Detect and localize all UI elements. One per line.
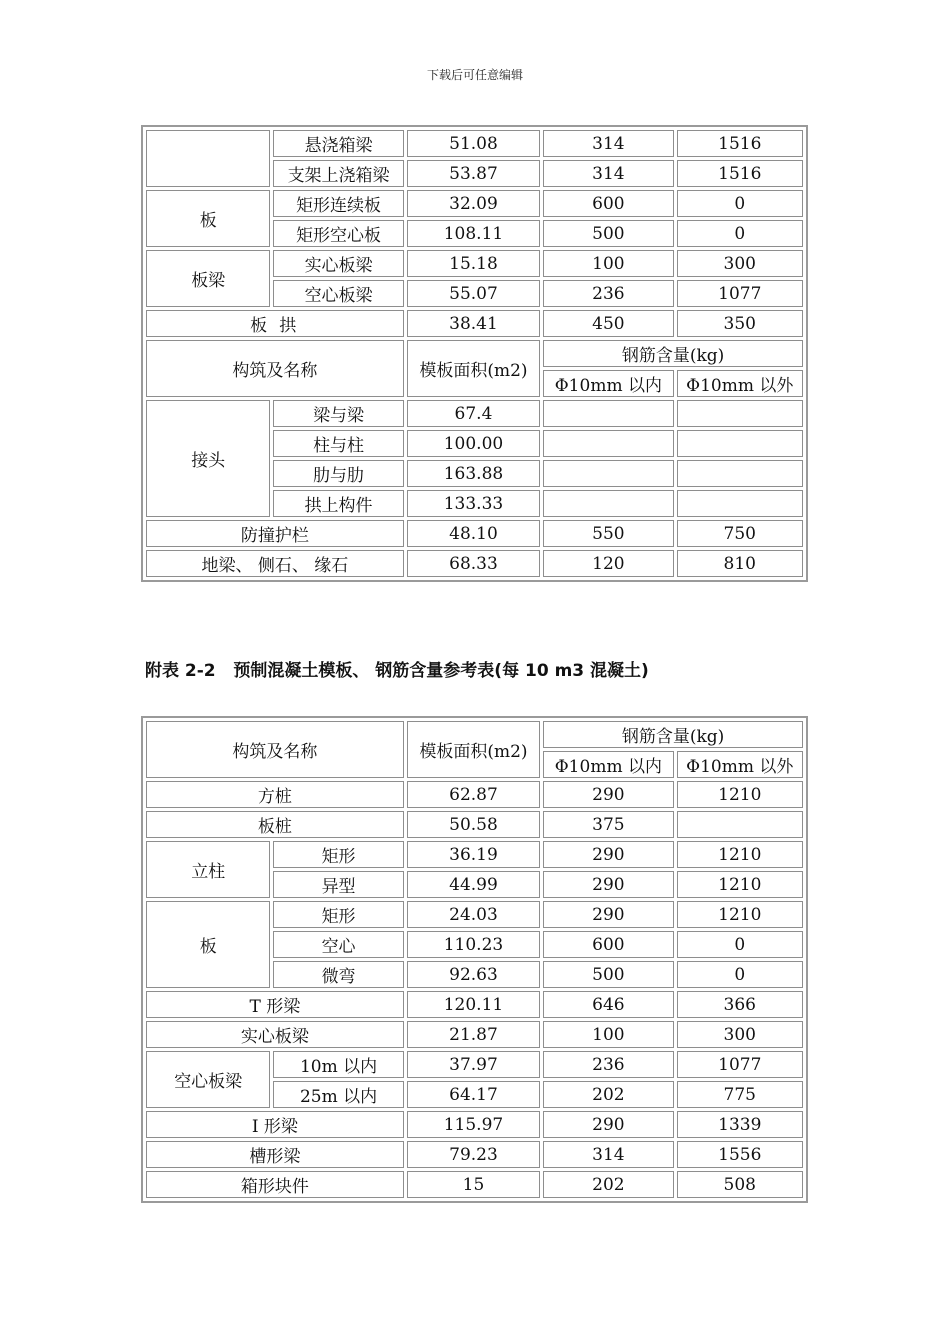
- name-cell: 防撞护栏: [146, 520, 404, 547]
- subcategory-cell: 梁与梁: [273, 400, 403, 427]
- rebar-beyond-cell: 1339: [677, 1111, 803, 1138]
- table-row: [146, 841, 803, 868]
- header-name: 构筑及名称: [146, 721, 404, 778]
- rebar-beyond-cell: 0: [677, 931, 803, 958]
- category-cell: 立柱: [146, 841, 270, 898]
- name-cell: 实心板梁: [146, 1021, 404, 1048]
- header-row: [146, 721, 803, 748]
- header-note: 下载后可任意编辑: [426, 68, 523, 82]
- table-row: [146, 250, 803, 277]
- header-area: 模板面积(m2): [407, 721, 540, 778]
- rebar-within-cell: [543, 460, 673, 487]
- name-cell: 槽形梁: [146, 1141, 404, 1168]
- area-cell: 64.17: [407, 1081, 540, 1108]
- table-row: [146, 811, 803, 838]
- rebar-beyond-cell: 810: [677, 550, 803, 577]
- table-row: [146, 520, 803, 547]
- category-cell: [146, 130, 270, 187]
- rebar-beyond-cell: 366: [677, 991, 803, 1018]
- area-cell: 163.88: [407, 460, 540, 487]
- rebar-within-cell: [543, 430, 673, 457]
- area-cell: 37.97: [407, 1051, 540, 1078]
- rebar-within-cell: 236: [543, 280, 673, 307]
- area-cell: 100.00: [407, 430, 540, 457]
- area-cell: 120.11: [407, 991, 540, 1018]
- subcategory-cell: 异型: [273, 871, 403, 898]
- rebar-within-cell: [543, 490, 673, 517]
- area-cell: 79.23: [407, 1141, 540, 1168]
- name-cell: 方桩: [146, 781, 404, 808]
- subcategory-cell: 矩形: [273, 901, 403, 928]
- subcategory-cell: 25m 以内: [273, 1081, 403, 1108]
- rebar-within-cell: 314: [543, 1141, 673, 1168]
- rebar-within-cell: 100: [543, 1021, 673, 1048]
- rebar-within-cell: 500: [543, 220, 673, 247]
- area-cell: 115.97: [407, 1111, 540, 1138]
- area-cell: 21.87: [407, 1021, 540, 1048]
- area-cell: 108.11: [407, 220, 540, 247]
- header-within: Φ10mm 以内: [543, 751, 673, 778]
- subcategory-cell: 柱与柱: [273, 430, 403, 457]
- rebar-reference-table-continued: [141, 125, 808, 582]
- area-cell: 36.19: [407, 841, 540, 868]
- table-row: [146, 130, 803, 157]
- table-row: [146, 1141, 803, 1168]
- area-cell: 68.33: [407, 550, 540, 577]
- name-cell: 板 拱: [146, 310, 404, 337]
- rebar-within-cell: 600: [543, 931, 673, 958]
- rebar-beyond-cell: [677, 400, 803, 427]
- rebar-beyond-cell: 1556: [677, 1141, 803, 1168]
- area-cell: 133.33: [407, 490, 540, 517]
- rebar-beyond-cell: 1210: [677, 841, 803, 868]
- rebar-beyond-cell: 350: [677, 310, 803, 337]
- rebar-beyond-cell: 300: [677, 250, 803, 277]
- rebar-beyond-cell: 0: [677, 220, 803, 247]
- name-cell: 板桩: [146, 811, 404, 838]
- area-cell: 51.08: [407, 130, 540, 157]
- area-cell: 15: [407, 1171, 540, 1198]
- name-cell: 箱形块件: [146, 1171, 404, 1198]
- rebar-within-cell: 290: [543, 901, 673, 928]
- subcategory-cell: 矩形连续板: [273, 190, 403, 217]
- table-row: [146, 1171, 803, 1198]
- rebar-within-cell: 120: [543, 550, 673, 577]
- rebar-within-cell: [543, 400, 673, 427]
- subcategory-cell: 微弯: [273, 961, 403, 988]
- rebar-within-cell: 500: [543, 961, 673, 988]
- rebar-beyond-cell: 508: [677, 1171, 803, 1198]
- subcategory-cell: 拱上构件: [273, 490, 403, 517]
- area-cell: 38.41: [407, 310, 540, 337]
- rebar-beyond-cell: 0: [677, 190, 803, 217]
- name-cell: 地梁、 侧石、 缘石: [146, 550, 404, 577]
- header-row: [146, 340, 803, 367]
- table-row: [146, 550, 803, 577]
- category-cell: 板: [146, 190, 270, 247]
- rebar-beyond-cell: 1077: [677, 280, 803, 307]
- rebar-within-cell: 646: [543, 991, 673, 1018]
- rebar-beyond-cell: 300: [677, 1021, 803, 1048]
- rebar-within-cell: 290: [543, 841, 673, 868]
- table-row: [146, 1111, 803, 1138]
- subcategory-cell: 空心板梁: [273, 280, 403, 307]
- area-cell: 24.03: [407, 901, 540, 928]
- subcategory-cell: 10m 以内: [273, 1051, 403, 1078]
- rebar-beyond-cell: 750: [677, 520, 803, 547]
- rebar-beyond-cell: [677, 460, 803, 487]
- subcategory-cell: 悬浇箱梁: [273, 130, 403, 157]
- rebar-beyond-cell: 1516: [677, 160, 803, 187]
- table-row: [146, 400, 803, 427]
- subcategory-cell: 肋与肋: [273, 460, 403, 487]
- rebar-within-cell: 290: [543, 1111, 673, 1138]
- table-row: [146, 1021, 803, 1048]
- rebar-beyond-cell: 1077: [677, 1051, 803, 1078]
- rebar-beyond-cell: 775: [677, 1081, 803, 1108]
- area-cell: 32.09: [407, 190, 540, 217]
- table-row: [146, 190, 803, 217]
- table-row: [146, 1051, 803, 1078]
- area-cell: 50.58: [407, 811, 540, 838]
- rebar-within-cell: 550: [543, 520, 673, 547]
- rebar-beyond-cell: [677, 811, 803, 838]
- rebar-within-cell: 100: [543, 250, 673, 277]
- subcategory-cell: 矩形: [273, 841, 403, 868]
- rebar-beyond-cell: [677, 430, 803, 457]
- table-caption: 附表 2-2 预制混凝土模板、 钢筋含量参考表(每 10 m3 混凝土): [145, 661, 649, 681]
- rebar-within-cell: 314: [543, 160, 673, 187]
- rebar-beyond-cell: 0: [677, 961, 803, 988]
- rebar-within-cell: 202: [543, 1081, 673, 1108]
- name-cell: T 形梁: [146, 991, 404, 1018]
- category-cell: 板: [146, 901, 270, 988]
- header-within: Φ10mm 以内: [543, 370, 673, 397]
- area-cell: 53.87: [407, 160, 540, 187]
- rebar-within-cell: 290: [543, 871, 673, 898]
- header-name: 构筑及名称: [146, 340, 404, 397]
- name-cell: I 形梁: [146, 1111, 404, 1138]
- rebar-within-cell: 202: [543, 1171, 673, 1198]
- precast-rebar-reference-table: [141, 716, 808, 1203]
- table-row: [146, 901, 803, 928]
- table-row: [146, 310, 803, 337]
- header-rebar: 钢筋含量(kg): [543, 340, 803, 367]
- area-cell: 44.99: [407, 871, 540, 898]
- area-cell: 62.87: [407, 781, 540, 808]
- area-cell: 48.10: [407, 520, 540, 547]
- rebar-within-cell: 290: [543, 781, 673, 808]
- header-beyond: Φ10mm 以外: [677, 370, 803, 397]
- area-cell: 55.07: [407, 280, 540, 307]
- rebar-within-cell: 450: [543, 310, 673, 337]
- category-cell: 接头: [146, 400, 270, 517]
- rebar-beyond-cell: 1210: [677, 781, 803, 808]
- rebar-within-cell: 375: [543, 811, 673, 838]
- table-row: [146, 991, 803, 1018]
- area-cell: 110.23: [407, 931, 540, 958]
- table-row: [146, 781, 803, 808]
- rebar-beyond-cell: 1516: [677, 130, 803, 157]
- rebar-within-cell: 314: [543, 130, 673, 157]
- header-area: 模板面积(m2): [407, 340, 540, 397]
- category-cell: 板梁: [146, 250, 270, 307]
- subcategory-cell: 实心板梁: [273, 250, 403, 277]
- subcategory-cell: 支架上浇箱梁: [273, 160, 403, 187]
- subcategory-cell: 矩形空心板: [273, 220, 403, 247]
- area-cell: 15.18: [407, 250, 540, 277]
- rebar-within-cell: 236: [543, 1051, 673, 1078]
- header-beyond: Φ10mm 以外: [677, 751, 803, 778]
- rebar-beyond-cell: [677, 490, 803, 517]
- area-cell: 92.63: [407, 961, 540, 988]
- rebar-within-cell: 600: [543, 190, 673, 217]
- subcategory-cell: 空心: [273, 931, 403, 958]
- area-cell: 67.4: [407, 400, 540, 427]
- header-rebar: 钢筋含量(kg): [543, 721, 803, 748]
- rebar-beyond-cell: 1210: [677, 901, 803, 928]
- category-cell: 空心板梁: [146, 1051, 270, 1108]
- rebar-beyond-cell: 1210: [677, 871, 803, 898]
